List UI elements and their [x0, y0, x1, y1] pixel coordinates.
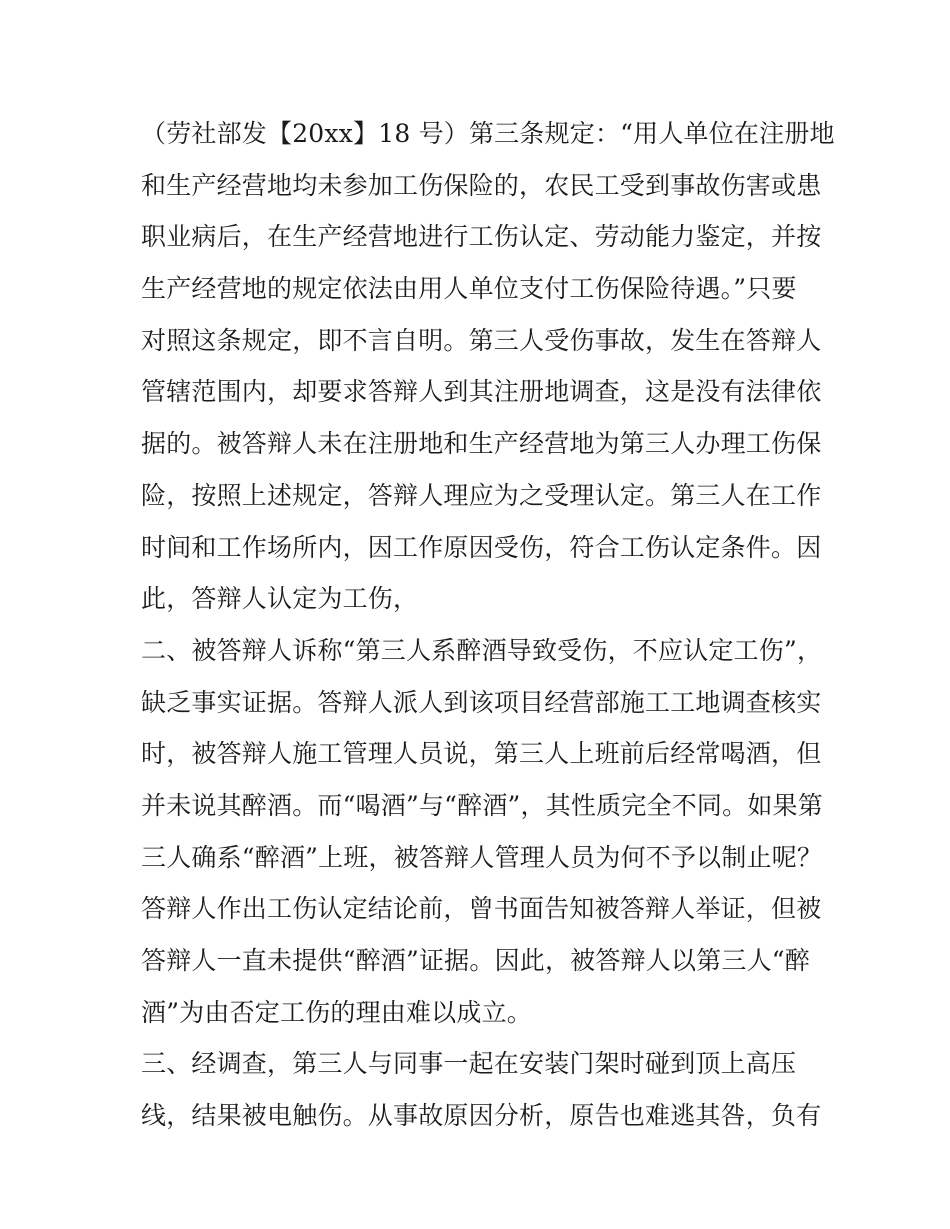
text-line: 二、被答辩人诉称“第三人系醉酒导致受伤，不应认定工伤”，	[141, 635, 823, 665]
text-line: 和生产经营地均未参加工伤保险的，农民工受到事故伤害或患	[141, 170, 822, 200]
text-line: 并未说其醉酒。而“喝酒”与“醉酒”，其性质完全不同。如果第	[141, 790, 823, 820]
text-line: 管辖范围内，却要求答辩人到其注册地调查，这是没有法律依	[141, 377, 822, 407]
text-line: 酒”为由否定工伤的理由难以成立。	[141, 997, 532, 1027]
text-line: 答辩人一直未提供“醉酒”证据。因此，被答辩人以第三人“醉	[141, 946, 810, 975]
text-line: 时，被答辩人施工管理人员说，第三人上班前后经常喝酒，但	[141, 739, 822, 769]
text-line: 对照这条规定，即不言自明。第三人受伤事故，发生在答辩人	[141, 325, 822, 355]
text-line: 三、经调查，第三人与同事一起在安装门架时碰到顶上高压	[141, 1049, 797, 1079]
text-line: 缺乏事实证据。答辩人派人到该项目经营部施工工地调查核实	[141, 687, 822, 717]
text-line: 答辩人作出工伤认定结论前，曾书面告知被答辩人举证，但被	[141, 894, 822, 924]
text-line: 此，答辩人认定为工伤，	[141, 584, 419, 614]
text-line: 三人确系“醉酒”上班，被答辩人管理人员为何不予以制止呢？	[141, 842, 823, 872]
text-line: 时间和工作场所内，因工作原因受伤，符合工伤认定条件。因	[141, 532, 822, 562]
text-line: 据的。被答辩人未在注册地和生产经营地为第三人办理工伤保	[141, 429, 822, 459]
text-line: 生产经营地的规定依法由用人单位支付工伤保险待遇。”只要	[141, 274, 797, 304]
text-line: 险，按照上述规定，答辩人理应为之受理认定。第三人在工作	[141, 480, 822, 510]
text-line: （劳社部发【20xx】18 号）第三条规定：“用人单位在注册地	[141, 119, 835, 148]
text-line: 职业病后，在生产经营地进行工伤认定、劳动能力鉴定，并按	[141, 222, 822, 252]
document-body	[141, 108, 835, 1142]
text-line: 线，结果被电触伤。从事故原因分析，原告也难逃其咎，负有	[141, 1101, 822, 1131]
